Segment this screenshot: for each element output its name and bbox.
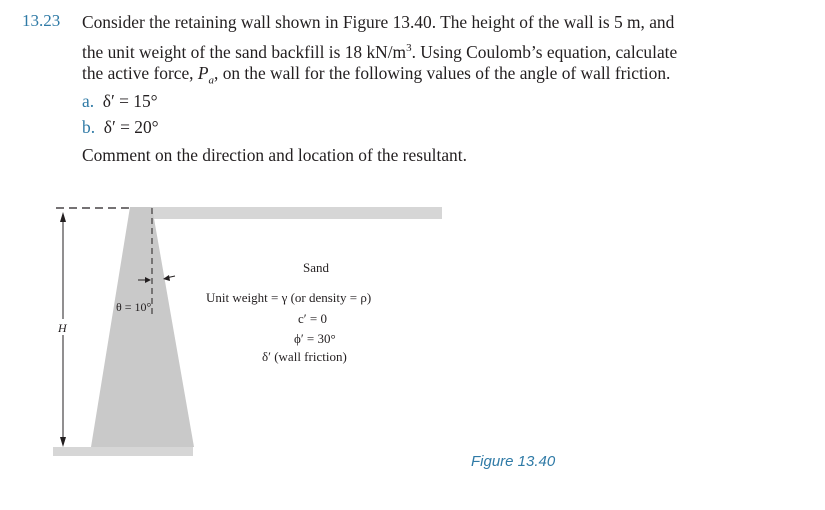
height-arrow-bottom (60, 437, 66, 447)
option-a-text: δ′ = 15° (102, 91, 158, 111)
height-label: H (58, 321, 67, 335)
problem-number: 13.23 (22, 11, 61, 30)
friction-angle-label: ϕ′ = 30° (294, 331, 336, 346)
problem-line-2-a: the unit weight of the sand backfill is 18 kN/m (82, 41, 407, 62)
option-b-text: δ′ = 20° (103, 117, 159, 137)
active-force-subscript: a (208, 74, 214, 87)
cohesion-label: c′ = 0 (298, 311, 327, 326)
problem-line-3-a: the active force, (82, 63, 198, 83)
active-force-symbol: P (197, 63, 209, 83)
cubed-superscript: 3 (406, 42, 412, 54)
soil-name: Sand (303, 260, 329, 275)
wall-friction-label: δ′ (wall friction) (262, 349, 347, 364)
problem-line-3-b: , on the wall for the following values of the angle of wall friction. (214, 63, 671, 83)
option-b-letter: b. (82, 117, 96, 137)
problem-line-1-text: Consider the retaining wall shown in Figure 13.40. The height of the wall is 5 m, and (82, 12, 675, 32)
option-a-letter: a. (82, 91, 95, 111)
figure-caption: Figure 13.40 (471, 453, 556, 470)
problem-line-2-b: . Using Coulomb’s equation, calculate (411, 41, 678, 62)
comment-text: Comment on the direction and location of the resultant. (82, 145, 467, 165)
backfill-surface (152, 207, 442, 219)
height-arrow-top (60, 212, 66, 222)
base-ground (53, 447, 193, 456)
unit-weight-label: Unit weight = γ (or density = ρ) (206, 290, 372, 305)
retaining-wall (91, 207, 194, 447)
theta-label: θ = 10° (116, 300, 152, 314)
